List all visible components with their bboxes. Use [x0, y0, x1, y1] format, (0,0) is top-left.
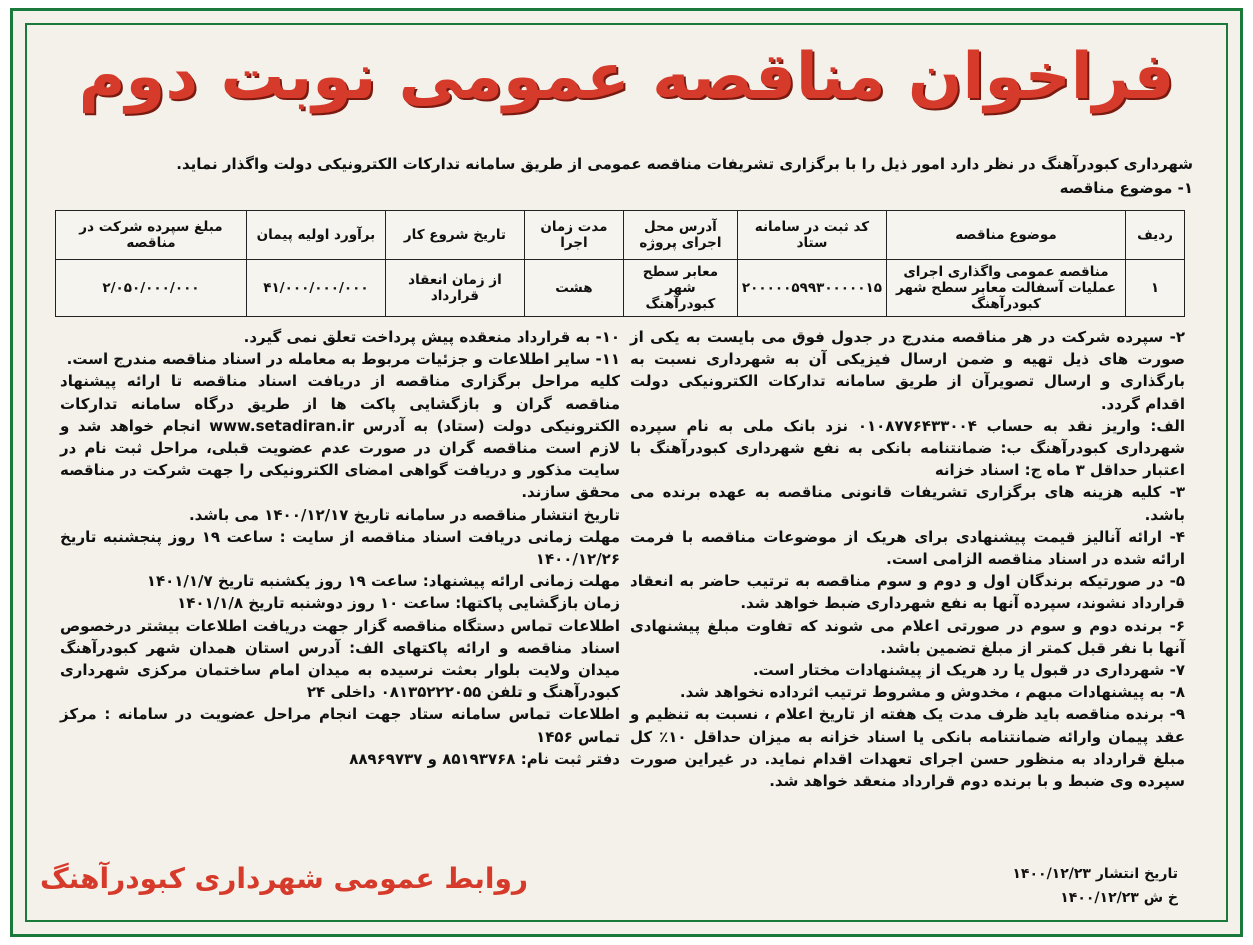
intro-block — [30, 152, 1193, 200]
condition-item: اطلاعات تماس دستگاه مناقصه گزار جهت دریافت اطلاعات بیشتر درخصوص اسناد مناقصه و ارائه پاکتهای الف: آدرس استان همدان شهر کبودرآهنگ میدان ولایت بلوار بعثت نرسیده به میدان امام ساختمان مرکزی شهرداری کبودرآهنگ و تلفن ۰۸۱۳۵۲۲۲۰۵۵ داخلی ۲۴ — [60, 616, 620, 702]
header-cell: مدت زمان اجرا — [524, 211, 623, 260]
table-cell: ۲/۰۵۰/۰۰۰/۰۰۰ — [56, 260, 247, 317]
condition-item: ۳- کلیه هزینه های برگزاری تشریفات قانونی مناقصه به عهده برنده می باشد. — [630, 483, 1185, 524]
condition-item: ۲- سپرده شرکت در هر مناقصه مندرج در جدول فوق می بایست به یکی از صورت های ذیل تهیه و ضمن ارسال فیزیکی آن به شهرداری نسبت به بارگذاری و ارسال تصویرآن از طریق سامانه تدارکات الکترونیکی دولت اقدام گردد. — [630, 328, 1185, 413]
condition-item: ۸- به پیشنهادات مبهم ، مخدوش و مشروط ترتیب اثرداده نخواهد شد. — [679, 683, 1185, 702]
header-cell: تاریخ شروع کار — [385, 211, 524, 260]
public-relations-signature: روابط عمومی شهرداری کبودرآهنگ — [40, 862, 529, 895]
table-cell: ۴۱/۰۰۰/۰۰۰/۰۰۰ — [246, 260, 385, 317]
tender-table — [55, 210, 1185, 317]
header-cell: ردیف — [1126, 211, 1185, 260]
condition-item: دفتر ثبت نام: ۸۵۱۹۳۷۶۸ و ۸۸۹۶۹۷۳۷ — [349, 749, 620, 768]
section-heading: ۱- موضوع مناقصه — [1059, 179, 1193, 197]
table-cell: مناقصه عمومی واگذاری اجرای عملیات آسفالت معابر سطح شهر کبودرآهنگ — [887, 260, 1126, 317]
intro-text: شهرداری کبودرآهنگ در نظر دارد امور ذیل را با برگزاری تشریفات مناقصه عمومی از طریق سامانه تدارکات الکترونیکی دولت واگذار نماید. — [176, 155, 1193, 173]
table-cell: از زمان انعقاد قرارداد — [385, 260, 524, 317]
publish-info — [1012, 862, 1178, 910]
table-cell: معابر سطح شهر کبودرآهنگ — [623, 260, 737, 317]
header-cell: آدرس محل اجرای پروژه — [623, 211, 737, 260]
condition-item: ۹- برنده مناقصه باید ظرف مدت یک هفته از تاریخ اعلام ، نسبت به تنظیم و عقد پیمان وارائه ضمانتنامه بانکی یا اسناد خزانه به میزان حداقل ۱۰٪ کل مبلغ قرارداد به منظور حسن اجرای تعهدات اقدام نماید. در غیراین صورت سپرده وی ضبط و با برنده دوم قرارداد منعقد خواهد شد. — [630, 705, 1185, 791]
condition-item: تاریخ انتشار مناقصه در سامانه تاریخ ۱۴۰۰/۱۲/۱۷ می باشد. — [188, 505, 620, 524]
condition-item: ۱۰- به قرارداد منعقده پیش پرداخت تعلق نمی گیرد. — [243, 328, 620, 346]
condition-item: مهلت زمانی دریافت اسناد مناقصه از سایت : ساعت ۱۹ روز پنجشنبه تاریخ ۱۴۰۰/۱۲/۲۶ — [60, 527, 621, 569]
table-cell: ۱ — [1126, 260, 1185, 317]
condition-item: ۴- ارائه آنالیز قیمت پیشنهادی برای هریک از موضوعات مناقصه با فرمت ارائه شده در اسناد مناقصه الزامی است. — [630, 527, 1185, 569]
header-cell: کد ثبت در سامانه ستاد — [737, 211, 886, 260]
conditions-left-column — [60, 326, 620, 770]
reference-date: خ ش ۱۴۰۰/۱۲/۲۳ — [1060, 890, 1178, 906]
tender-table-header — [56, 211, 1185, 260]
notice-title: فراخوان مناقصه عمومی نوبت دوم — [78, 40, 1175, 114]
table-cell: ۲۰۰۰۰۰۵۹۹۳۰۰۰۰۰۱۵ — [737, 260, 886, 317]
condition-item: کلیه مراحل برگزاری مناقصه از دریافت اسناد مناقصه تا ارائه پیشنهاد مناقصه گران و بازگشایی پاکت ها از طریق درگاه سامانه تدارکات الکترونیکی دولت (ستاد) به آدرس www.setadiran.ir انجام خواهد شد و لازم است مناقصه گران در صورت عدم عضویت قبلی، مراحل ثبت نام در سایت مذکور و دریافت گواهی امضای الکترونیکی را جهت شرکت در مناقصه محقق سازند. — [60, 372, 621, 502]
conditions-right-column — [630, 326, 1185, 792]
condition-item: مهلت زمانی ارائه پیشنهاد: ساعت ۱۹ روز یکشنبه تاریخ ۱۴۰۱/۱/۷ — [146, 572, 620, 591]
publish-date: تاریخ انتشار ۱۴۰۰/۱۲/۲۳ — [1012, 866, 1178, 882]
condition-item: ۷- شهرداری در قبول یا رد هریک از پیشنهادات مختار است. — [752, 661, 1185, 680]
header-cell: برآورد اولیه پیمان — [246, 211, 385, 260]
header-cell: مبلغ سپرده شرکت در مناقصه — [56, 211, 247, 260]
table-row — [56, 260, 1185, 317]
condition-item: ۵- در صورتیکه برندگان اول و دوم و سوم مناقصه به ترتیب حاضر به انعقاد قرارداد نشوند، سپرده آنها به نفع شهرداری ضبط خواهد شد. — [630, 572, 1185, 613]
condition-item: ۱۱- سایر اطلاعات و جزئیات مربوط به معامله در اسناد مناقصه مندرج است. — [66, 350, 620, 369]
condition-item: اطلاعات تماس سامانه ستاد جهت انجام مراحل عضویت در سامانه : مرکز تماس ۱۴۵۶ — [60, 705, 620, 746]
condition-item: ۶- برنده دوم و سوم در صورتی اعلام می شوند که تفاوت مبلغ پیشنهادی آنها با نفر قبل کمتر از مبلغ تضمین باشد. — [630, 616, 1185, 657]
condition-item: زمان بازگشایی پاکتها: ساعت ۱۰ روز دوشنبه تاریخ ۱۴۰۱/۱/۸ — [177, 594, 620, 613]
condition-item: الف: واریز نقد به حساب ۰۱۰۸۷۷۶۴۳۳۰۰۴ نزد بانک ملی به نام سپرده شهرداری کبودرآهنگ ب: ضمانتنامه بانکی به نفع شهرداری کبودرآهنگ با اعتبار حداقل ۳ ماه ج: اسناد خزانه — [630, 416, 1185, 480]
table-cell: هشت — [524, 260, 623, 317]
header-cell: موضوع مناقصه — [887, 211, 1126, 260]
